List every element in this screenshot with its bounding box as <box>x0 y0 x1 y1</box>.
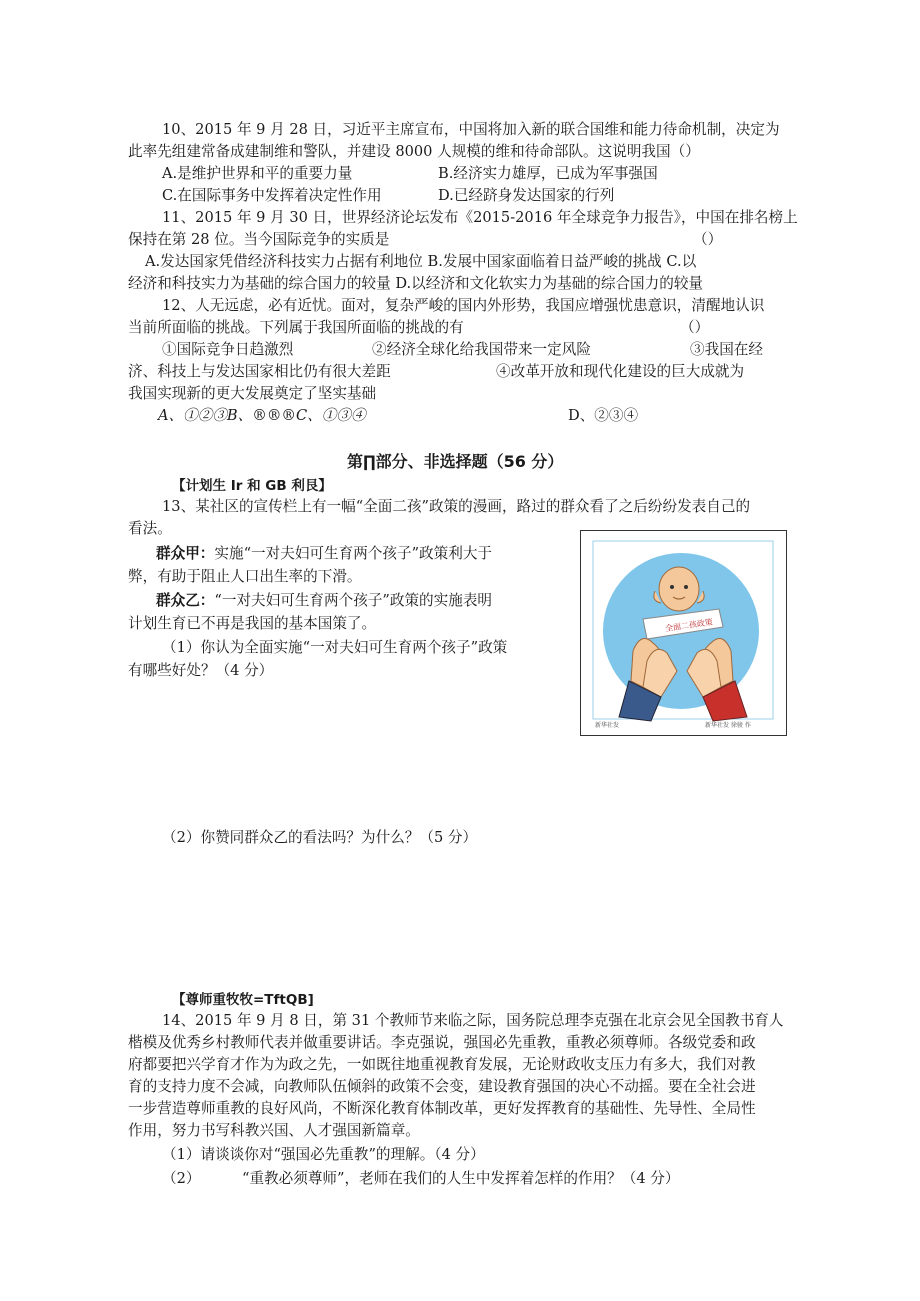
q11-answer-paren: （） <box>693 231 723 248</box>
two-child-policy-cartoon <box>580 530 787 736</box>
q13-jia-line2: 弊，有助于阻止人口出生率的下滑。 <box>128 568 362 585</box>
section-tag-family-planning: 【计划生 Ir 和 GB 利艮】 <box>172 478 332 494</box>
q14-line5: 一步营造尊师重教的良好风尚，不断深化教育体制改革，更好发挥教育的基础性、先导性、全局性 <box>128 1100 756 1117</box>
q12-item-4: ④改革开放和现代化建设的巨大成就为 <box>496 363 745 380</box>
q10-option-d: D.已经跻身发达国家的行列 <box>438 187 615 204</box>
q12-answer-paren: （） <box>680 319 710 336</box>
q11-line4: 经济和科技实力为基础的综合国力的较量 D.以经济和文化软实力为基础的综合国力的较量 <box>128 275 704 292</box>
q14-line2: 楷模及优秀乡村教师代表并做重要讲话。李克强说，强国必先重教，重教必须尊师。各级党委和政 <box>128 1034 756 1051</box>
q10-line1: 10、2015 年 9 月 28 日，习近平主席宣布，中国将加入新的联合国维和能力待命机制，决定为 <box>162 121 780 138</box>
q13-yi-line2: 计划生育已不再是我国的基本国策了。 <box>128 615 377 632</box>
cartoon-caption-right: 新华社发 徐骏 作 <box>705 722 751 729</box>
q11-line1: 11、2015 年 9 月 30 日，世界经济论坛发布《2015-2016 年全球竞争力报告》，中国在排名榜上 <box>162 209 798 226</box>
q12-item-1: ①国际竞争日趋激烈 <box>162 341 294 358</box>
q14-line1: 14、2015 年 9 月 8 日，第 31 个教师节来临之际，国务院总理李克强在北京会见全国教书育人 <box>162 1012 784 1029</box>
q12-item-3: ③我国在经 <box>690 341 763 358</box>
part2-title: 第∏部分、非选择题（56 分） <box>347 452 564 471</box>
q10-option-a: A.是维护世界和平的重要力量 <box>162 165 353 182</box>
q11-line3: A.发达国家凭借经济科技实力占据有利地位 B.发展中国家面临着日益严峻的挑战 C.以 <box>145 253 697 270</box>
q14-sub1: （1）请谈谈你对“强国必先重教”的理解。（4 分） <box>162 1146 485 1163</box>
q14-line3: 府都要把兴学育才作为为政之先，一如既往地重视教育发展，无论财政收支压力有多大，我们对教 <box>128 1056 756 1073</box>
q10-line2: 此率先组建常备成建制维和警队，并建设 8000 人规模的维和待命部队。这说明我国（） <box>128 143 700 160</box>
q13-line1: 13、某社区的宣传栏上有一幅“全面二孩”政策的漫画，路过的群众看了之后纷纷发表自己的 <box>162 498 751 515</box>
q12-item-3-cont: 济、科技上与发达国家相比仍有很大差距 <box>128 363 391 380</box>
cartoon-caption-left: 新华社发 <box>595 722 620 729</box>
q12-item-4-cont: 我国实现新的更大发展奠定了坚实基础 <box>128 385 377 402</box>
q14-line4: 育的支持力度不会减，向教师队伍倾斜的政策不会变，建设教育强国的决心不动摇。要在全社会进 <box>128 1078 756 1095</box>
q13-sub2: （2）你赞同群众乙的看法吗？为什么？（5 分） <box>162 829 478 846</box>
section-tag-respect-teachers: 【尊师重牧牧=TftQB] <box>172 992 314 1008</box>
q13-jia-label: 群众甲： <box>156 545 215 562</box>
q13-line2: 看法。 <box>128 520 172 537</box>
q12-line2: 当前所面临的挑战。下列属于我国所面临的挑战的有 <box>128 319 464 336</box>
q12-item-2: ②经济全球化给我国带来一定风险 <box>372 341 591 358</box>
q14-sub2-text: “重教必须尊师”，老师在我们的人生中发挥着怎样的作用？（4 分） <box>242 1170 680 1187</box>
q13-sub1-line2: 有哪些好处？（4 分） <box>128 662 274 679</box>
q12-options-abc: A、①②③B、®®®C、①③④ <box>158 407 366 424</box>
q13-yi-text: “一对夫妇可生育两个孩子”政策的实施表明 <box>214 592 493 609</box>
q14-line6: 作用，努力书写科教兴国、人才强国新篇章。 <box>128 1122 420 1139</box>
q10-option-b: B.经济实力雄厚，已成为军事强国 <box>438 165 658 182</box>
q10-option-c: C.在国际事务中发挥着决定性作用 <box>162 187 382 204</box>
cartoon-banner-text: 全面二孩政策 <box>664 617 714 634</box>
q13-opinion-jia <box>156 543 492 565</box>
q13-yi-label: 群众乙： <box>156 592 215 609</box>
q13-opinion-yi <box>156 590 492 612</box>
q14-sub2-number: （2） <box>162 1170 201 1187</box>
cartoon-drawing <box>581 531 785 734</box>
q12-line1: 12、人无远虑，必有近忧。面对，复杂严峻的国内外形势，我国应增强忧患意识，清醒地认识 <box>162 297 765 314</box>
q13-jia-text: 实施“一对夫妇可生育两个孩子”政策利大于 <box>214 545 493 562</box>
q13-sub1-line1: （1）你认为全面实施“一对夫妇可生育两个孩子”政策 <box>162 639 508 656</box>
q11-line2: 保持在第 28 位。当今国际竞争的实质是 <box>128 231 390 248</box>
q12-option-d: D、②③④ <box>568 407 639 424</box>
